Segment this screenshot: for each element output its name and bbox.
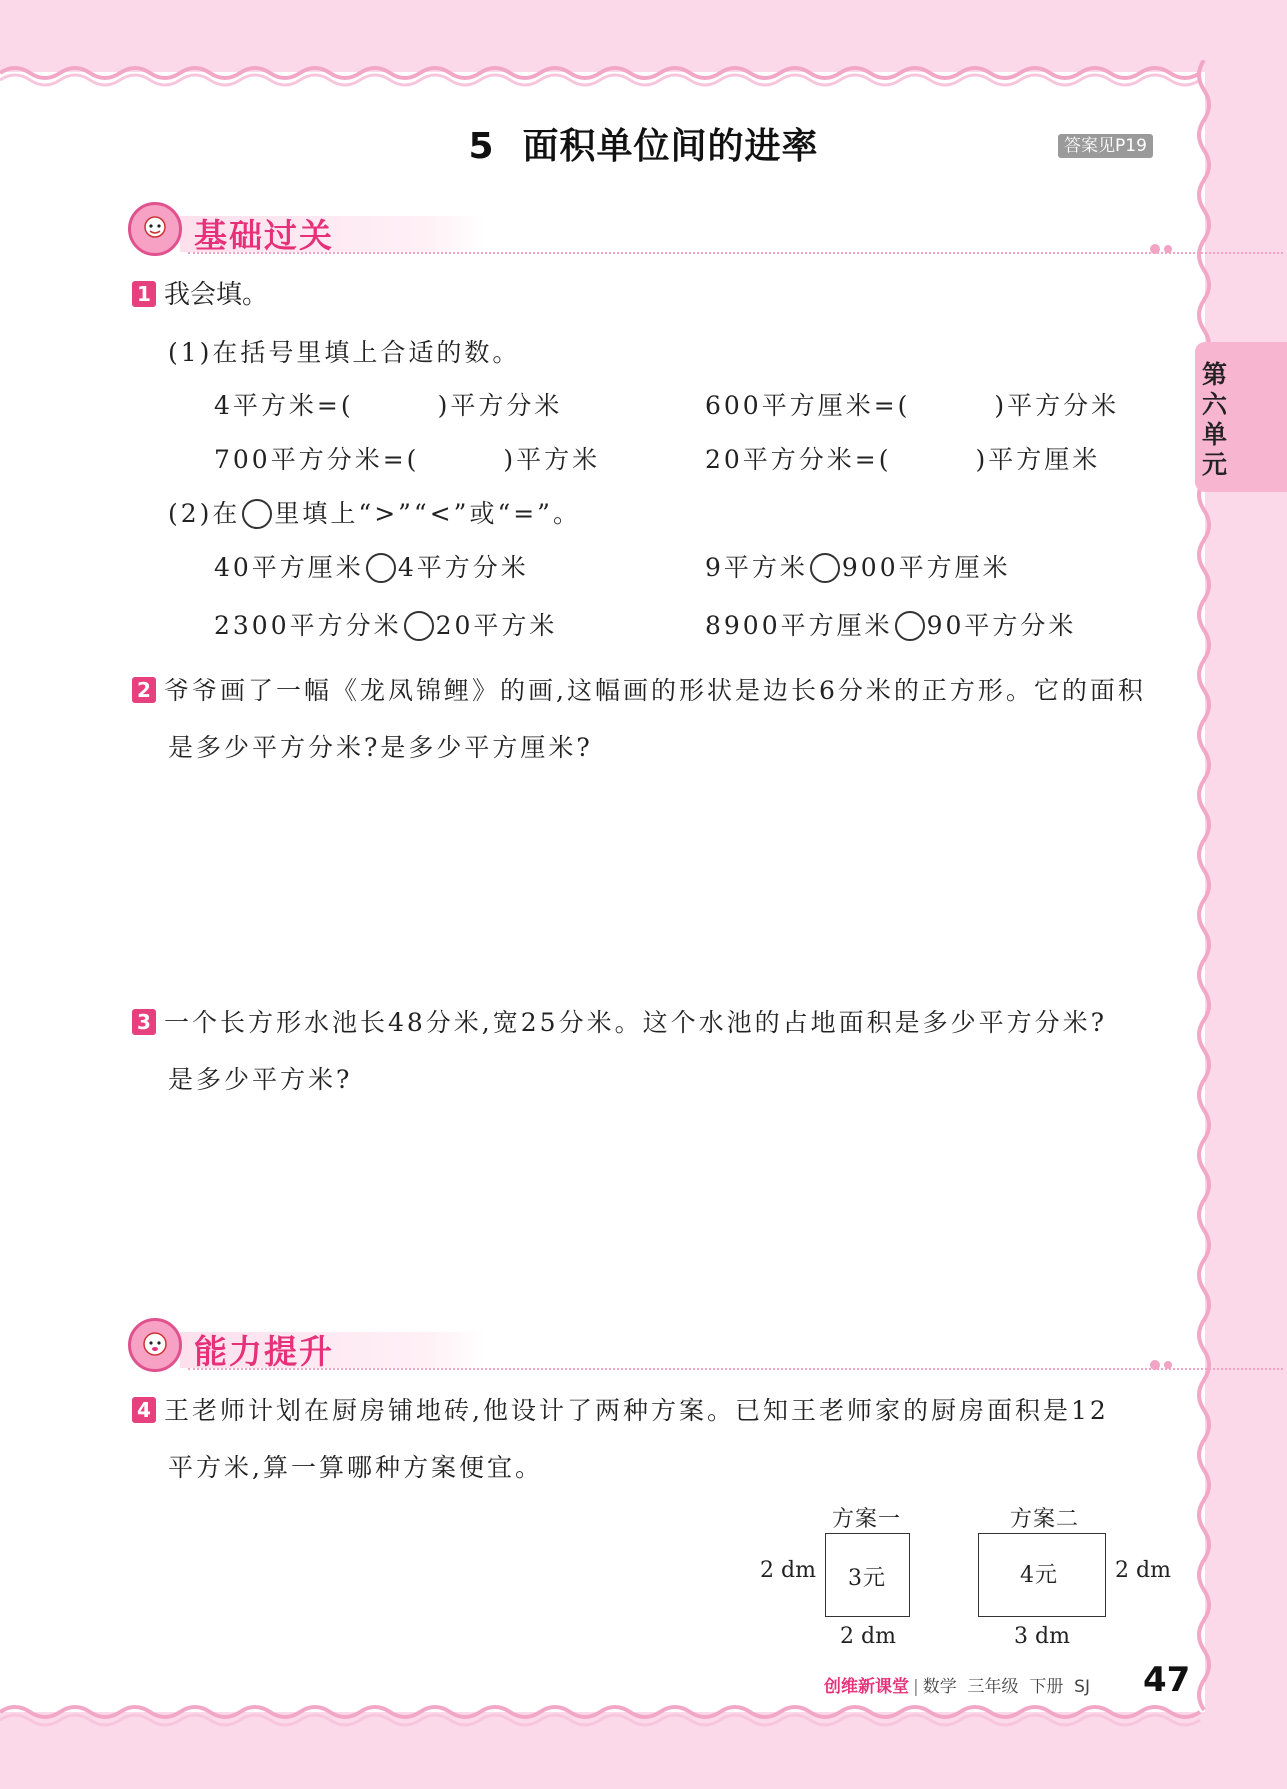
q1-part2-instruction	[168, 494, 581, 530]
q1-compare-item	[705, 548, 1011, 584]
question-2-line2: 是多少平方分米?是多少平方厘米?	[168, 733, 593, 762]
bottom-wave-border	[0, 1700, 1205, 1730]
q1-part1-instruction: (1)在括号里填上合适的数。	[168, 338, 521, 367]
plan-1-title: 方案一	[832, 1507, 902, 1532]
question-title: 我会填。	[164, 280, 269, 310]
question-number-badge: 4	[132, 1397, 156, 1423]
divider-end-dot	[1150, 1360, 1160, 1370]
plan-2-side-right: 2 dm	[1115, 1558, 1171, 1583]
q1-fill-item: 4平方米=( )平方分米	[214, 391, 563, 420]
compare-right: 4平方分米	[397, 553, 529, 582]
question-4-line1: 王老师计划在厨房铺地砖,他设计了两种方案。已知王老师家的厨房面积是12	[164, 1396, 1109, 1425]
plan-1-price: 3元	[848, 1566, 886, 1591]
title-number: 5	[468, 126, 495, 167]
compare-circle-blank[interactable]	[404, 611, 434, 641]
question-4-line2: 平方米,算一算哪种方案便宜。	[168, 1453, 543, 1482]
section-header-basic	[128, 202, 1168, 262]
footer-info: 数学 三年级 下册 SJ	[922, 1677, 1090, 1697]
question-3-answer-area[interactable]	[168, 1100, 1168, 1300]
question-2	[132, 664, 1146, 718]
question-2-line1: 爷爷画了一幅《龙凤锦鲤》的画,这幅画的形状是边长6分米的正方形。它的面积	[164, 676, 1146, 705]
compare-left: 8900平方厘米	[705, 611, 893, 640]
divider-end-dot	[1164, 1361, 1172, 1369]
cartoon-avatar-icon	[128, 202, 182, 256]
plan-2-price: 4元	[1020, 1563, 1058, 1588]
dotted-divider	[188, 1368, 1283, 1370]
compare-circle-blank[interactable]	[895, 611, 925, 641]
question-2-answer-area[interactable]	[168, 770, 1168, 990]
question-4	[132, 1384, 1109, 1438]
footer-separator: |	[913, 1677, 919, 1697]
compare-left: 9平方米	[705, 553, 808, 582]
dotted-divider	[188, 252, 1283, 254]
compare-left: 2300平方分米	[214, 611, 402, 640]
plan-2-side-bottom: 3 dm	[1014, 1624, 1070, 1649]
divider-end-dot	[1150, 244, 1160, 254]
right-wave-border	[1192, 60, 1222, 1720]
top-wave-border	[0, 58, 1205, 88]
question-3-line1: 一个长方形水池长48分米,宽25分米。这个水池的占地面积是多少平方分米?	[164, 1008, 1107, 1037]
unit-side-tab-label: 第六单元	[1202, 360, 1228, 479]
circle-icon	[242, 499, 272, 529]
section-label: 基础过关	[194, 216, 334, 255]
compare-circle-blank[interactable]	[366, 553, 396, 583]
question-number-badge: 1	[132, 281, 156, 307]
compare-right: 20平方米	[435, 611, 558, 640]
title-text: 面积单位间的进率	[522, 126, 819, 167]
question-3	[132, 996, 1107, 1050]
q1-compare-item	[705, 606, 1076, 642]
plan-1-side-bottom: 2 dm	[840, 1624, 896, 1649]
q1-compare-item	[214, 606, 557, 642]
compare-circle-blank[interactable]	[810, 553, 840, 583]
question-number-badge: 2	[132, 677, 156, 703]
page-number: 47	[1143, 1660, 1191, 1700]
cartoon-avatar-icon	[128, 1318, 182, 1372]
compare-left: 40平方厘米	[214, 553, 364, 582]
q1-fill-item: 600平方厘米=( )平方分米	[705, 391, 1120, 420]
divider-end-dot	[1164, 245, 1172, 253]
plan-1-side-left: 2 dm	[760, 1558, 816, 1583]
footer-brand-line	[824, 1672, 1090, 1697]
q1-fill-item: 700平方分米=( )平方米	[214, 445, 601, 474]
q1-fill-item: 20平方分米=( )平方厘米	[705, 445, 1101, 474]
plan-2-title: 方案二	[1010, 1507, 1080, 1532]
question-3-line2: 是多少平方米?	[168, 1065, 353, 1094]
section-label: 能力提升	[194, 1332, 334, 1371]
compare-right: 900平方厘米	[841, 553, 1011, 582]
footer-brand: 创维新课堂	[824, 1677, 909, 1697]
compare-right: 90平方分米	[926, 611, 1077, 640]
part2-suffix: 里填上“>”“<”或“=”。	[274, 499, 581, 528]
part2-prefix: (2)在	[168, 499, 241, 528]
question-number-badge: 3	[132, 1009, 156, 1035]
answer-reference-badge: 答案见P19	[1058, 134, 1153, 158]
section-header-advanced	[128, 1318, 1168, 1378]
question-1-heading	[132, 268, 268, 322]
q1-compare-item	[214, 548, 529, 584]
